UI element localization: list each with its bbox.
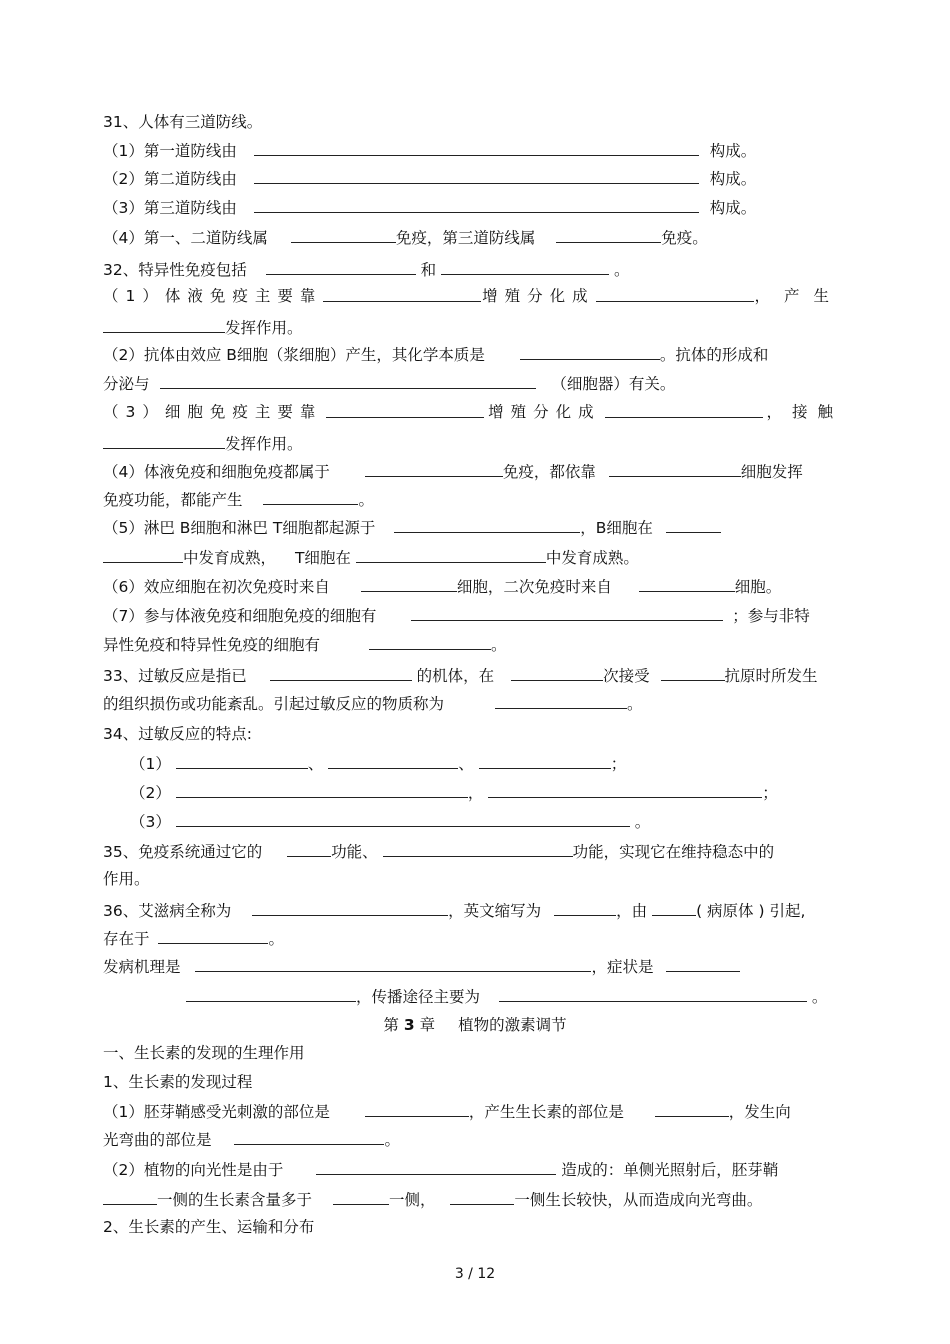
blank[interactable] — [479, 752, 611, 769]
blank[interactable] — [254, 139, 699, 156]
sec1-p1: （1）胚芽鞘感受光刺激的部位是 ，产生生长素的部位是 ，发生向 — [103, 1100, 791, 1123]
blank[interactable] — [655, 1100, 729, 1117]
blank[interactable] — [254, 167, 699, 184]
q32-s5: （5）淋巴 B细胞和淋巴 T细胞都起源于 ，B细胞在 — [103, 516, 721, 539]
blank[interactable] — [103, 546, 183, 563]
blank[interactable] — [661, 664, 725, 681]
page-number: 3 / 12 — [454, 1266, 496, 1282]
blank[interactable] — [323, 285, 481, 302]
q32-title: 32、特异性免疫包括 和 。 — [103, 258, 630, 281]
blank[interactable] — [176, 752, 308, 769]
q31-title: 31、人体有三道防线。 — [103, 113, 263, 131]
q33-line2: 的组织损伤或功能紊乱。引起过敏反应的物质称为 。 — [103, 692, 642, 715]
blank[interactable] — [176, 810, 630, 827]
q34-p3: （3） 。 — [130, 810, 650, 833]
q31-line1: （1）第一道防线由 构成。 — [103, 139, 756, 162]
q32-s4: （4）体液免疫和细胞免疫都属于 免疫，都依靠 细胞发挥 — [103, 460, 803, 483]
subsection-2: 2、生长素的产生、运输和分布 — [103, 1218, 315, 1236]
blank[interactable] — [605, 401, 763, 418]
blank[interactable] — [291, 226, 396, 243]
q32-s4-cont: 免疫功能，都能产生 。 — [103, 488, 374, 511]
blank[interactable] — [411, 604, 723, 621]
sec1-p2: （2）植物的向光性是由于 造成的：单侧光照射后，胚芽鞘 — [103, 1158, 778, 1181]
subsection-1: 1、生长素的发现过程 — [103, 1073, 253, 1091]
q32-s7-cont: 异性免疫和特异性免疫的细胞有 。 — [103, 633, 506, 656]
blank[interactable] — [254, 196, 699, 213]
blank[interactable] — [666, 955, 740, 972]
blank[interactable] — [365, 460, 503, 477]
q34-p1: （1） 、 、 ； — [130, 752, 626, 775]
blank[interactable] — [316, 1158, 556, 1175]
q31-line2: （2）第二道防线由 构成。 — [103, 167, 756, 190]
blank[interactable] — [488, 781, 762, 798]
sec1-p2-cont: 一侧的生长素含量多于 一侧， 一侧生长较快，从而造成向光弯曲。 — [103, 1188, 762, 1211]
q32-s2: （2）抗体由效应 B细胞（浆细胞）产生，其化学本质是 。抗体的形成和 — [103, 343, 768, 366]
q36-line4: ，传播途径主要为 。 — [186, 985, 827, 1008]
blank[interactable] — [520, 343, 660, 360]
blank[interactable] — [263, 488, 358, 505]
blank[interactable] — [333, 1188, 389, 1205]
blank[interactable] — [356, 546, 546, 563]
blank[interactable] — [287, 840, 331, 857]
q36-line2: 存在于 。 — [103, 927, 284, 950]
sec1-p1-cont: 光弯曲的部位是 。 — [103, 1128, 400, 1151]
section-title: 一、生长素的发现的生理作用 — [103, 1044, 305, 1062]
blank[interactable] — [556, 226, 661, 243]
blank[interactable] — [328, 752, 458, 769]
blank[interactable] — [252, 899, 448, 916]
q36-line1: 36、艾滋病全称为 ，英文缩写为 ，由 ( 病原体 ) 引起, — [103, 899, 805, 922]
q34-title: 34、过敏反应的特点: — [103, 725, 252, 743]
blank[interactable] — [266, 258, 416, 275]
blank[interactable] — [195, 955, 591, 972]
blank[interactable] — [499, 985, 807, 1002]
blank[interactable] — [234, 1128, 384, 1145]
blank[interactable] — [361, 575, 457, 592]
chapter-heading: 第 3 章 植物的激素调节 — [383, 1016, 567, 1034]
q32-s5-cont: 中发育成熟， T细胞在 中发育成熟。 — [103, 546, 639, 569]
blank[interactable] — [160, 372, 536, 389]
blank[interactable] — [495, 692, 627, 709]
blank[interactable] — [158, 927, 268, 944]
blank[interactable] — [103, 316, 225, 333]
q32-s3-cont: 发挥作用。 — [103, 432, 303, 455]
q33-line1: 33、过敏反应是指已 的机体，在 次接受 抗原时所发生 — [103, 664, 818, 687]
q32-s6: （6）效应细胞在初次免疫时来自 细胞，二次免疫时来自 细胞。 — [103, 575, 781, 598]
blank[interactable] — [369, 633, 491, 650]
blank[interactable] — [652, 899, 696, 916]
q35-line2: 作用。 — [103, 870, 150, 888]
blank[interactable] — [666, 516, 721, 533]
blank[interactable] — [450, 1188, 514, 1205]
q32-s3: （3）细胞免疫主要靠 增殖分化成 ，接触 — [103, 403, 843, 421]
blank[interactable] — [554, 899, 616, 916]
blank[interactable] — [186, 985, 356, 1002]
q34-p2: （2） ， ； — [130, 781, 778, 804]
blank[interactable] — [365, 1100, 469, 1117]
blank[interactable] — [511, 664, 603, 681]
q31-line4: （4）第一、二道防线属 免疫，第三道防线属 免疫。 — [103, 226, 708, 249]
blank[interactable] — [103, 1188, 157, 1205]
blank[interactable] — [609, 460, 741, 477]
blank[interactable] — [441, 258, 609, 275]
blank[interactable] — [596, 285, 754, 302]
q32-s2-cont: 分泌与 （细胞器）有关。 — [103, 372, 675, 395]
q36-line3: 发病机理是 ，症状是 — [103, 955, 740, 978]
q32-s1-cont: 发挥作用。 — [103, 316, 303, 339]
blank[interactable] — [639, 575, 735, 592]
blank[interactable] — [326, 401, 484, 418]
blank[interactable] — [394, 516, 580, 533]
q32-s1: （1）体液免疫主要靠 增殖分化成 ，产生 — [103, 287, 843, 305]
q32-s7: （7）参与体液免疫和细胞免疫的细胞有 ；参与非特 — [103, 604, 810, 627]
blank[interactable] — [270, 664, 412, 681]
q31-line3: （3）第三道防线由 构成。 — [103, 196, 756, 219]
blank[interactable] — [103, 432, 225, 449]
blank[interactable] — [383, 840, 573, 857]
q35-line1: 35、免疫系统通过它的 功能、 功能，实现它在维持稳态中的 — [103, 840, 774, 863]
blank[interactable] — [176, 781, 468, 798]
